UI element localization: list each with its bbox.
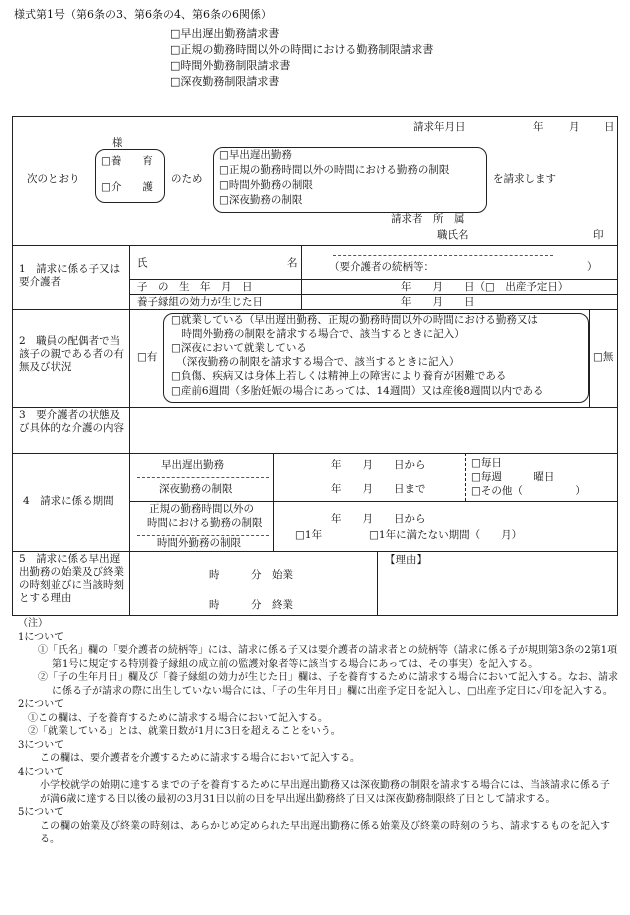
note-line: 2について [18, 699, 65, 710]
note-line: 3について [18, 739, 65, 751]
name-left: 氏 [137, 257, 148, 269]
title-option[interactable]: □早出遅出勤務請求書 [170, 27, 280, 40]
start-time[interactable]: 時 分 始業 [209, 569, 293, 581]
spouse-item[interactable]: □負傷、疾病又は身体上若しくは精神上の障害により養育が困難である [171, 370, 507, 382]
request-date-label: 請求年月日 [413, 121, 466, 133]
note-line: 4について [18, 766, 65, 778]
care-option-kaigo[interactable]: □介 護 [101, 181, 153, 193]
requester-office-label: 請求者 所 属 [391, 213, 465, 225]
tame-label: のため [171, 173, 203, 185]
form-number: 様式第1号（第6条の3、第6条の4、第6条の6関係） [14, 8, 272, 21]
period-less-year[interactable]: □1年に満たない期間（ 月） [369, 529, 523, 541]
note-line: ②「就業している」とは、就業日数が1月に3日を超えることをいう。 [28, 726, 341, 737]
spouse-item[interactable]: □就業している（早出遅出勤務、正規の勤務時間以外の時間における勤務又は [171, 314, 538, 326]
request-option[interactable]: □深夜勤務の制限 [219, 194, 303, 206]
name-right: 名 [287, 257, 298, 269]
spouse-no[interactable]: □無 [593, 351, 614, 363]
note-line: 1について [18, 631, 65, 643]
spouse-yes[interactable]: □有 [137, 351, 158, 363]
request-option[interactable]: □早出遅出勤務 [219, 149, 292, 161]
tsugi-label: 次のとおり [27, 173, 80, 185]
requester-name-label: 職氏名 [437, 229, 469, 241]
freq-daily[interactable]: □毎日 [471, 457, 502, 469]
period-row-d: 時間外勤務の制限 [157, 537, 241, 549]
title-option[interactable]: □正規の勤務時間以外の時間における勤務制限請求書 [170, 43, 434, 56]
end-time[interactable]: 時 分 終業 [209, 599, 293, 611]
period-until[interactable]: 年 月 日まで [331, 483, 426, 495]
adopt-label: 養子縁組の効力が生じた日 [137, 296, 263, 308]
date-day: 日 [604, 121, 615, 133]
request-option[interactable]: □正規の勤務時間以外の時間における勤務の制限 [219, 164, 450, 176]
period-from[interactable]: 年 月 日から [331, 459, 426, 471]
section5-label: 5 請求に係る早出遅出勤務の始業及び終業の時刻並びに当該時刻とする理由 [19, 553, 124, 605]
period-row-b: 深夜勤務の制限 [159, 483, 233, 495]
period-row-c1: 正規の勤務時間以外の [149, 503, 254, 515]
note-line: ②「子の生年月日」欄及び「養子縁組の効力が生じた日」欄は、子を養育するために請求する場合において記入する。なお、請求に係る子が請求の際に出生していない場合には、「子の生年月日」欄に出産予定日を記入し、□出産予定日に✓印を記入する。 [38, 672, 618, 697]
section4-label: 4 請求に係る期間 [23, 495, 114, 507]
date-year: 年 [533, 121, 544, 133]
note-line: ①「氏名」欄の「要介護者の続柄等」には、請求に係る子又は要介護者の請求者との続柄等（請求に係る子が規則第3条の2第1項第1号に規定する特別養子縁組の成立前の監護対象者等に該当する場合にあっては、その事実）を記入する。 [38, 645, 618, 670]
request-option[interactable]: □時間外勤務の制限 [219, 179, 313, 191]
birth-value[interactable]: 年 月 日（□ 出産予定日） [401, 281, 569, 293]
period-row-c2: 時間における勤務の制限 [147, 517, 263, 529]
spouse-item[interactable]: □深夜において就業している [171, 342, 307, 354]
date-month: 月 [569, 121, 580, 133]
title-option[interactable]: □深夜勤務制限請求書 [170, 75, 280, 88]
note-line: ①この欄は、子を養育するために請求する場合において記入する。 [28, 712, 328, 724]
title-options [170, 26, 433, 90]
section2-label: 2 職員の配偶者で当該子の親である者の有無及び状況 [19, 335, 124, 374]
freq-weekly[interactable]: □毎週 曜日 [471, 471, 555, 483]
note-line: この欄は、要介護者を介護するために請求する場合において記入する。 [40, 753, 360, 764]
freq-other[interactable]: □その他（ ） [471, 485, 586, 497]
seal-label: 印 [593, 229, 604, 241]
section1-label: 1 請求に係る子又は要介護者 [19, 263, 121, 289]
period-from2[interactable]: 年 月 日から [331, 513, 426, 525]
spouse-item: 時間外勤務の制限を請求する場合で、該当するときに記入） [171, 328, 465, 340]
form-table [12, 116, 618, 616]
note-line: 5について [18, 807, 65, 818]
spouse-item[interactable]: □産前6週間（多胎妊娠の場合にあっては、14週間）又は産後8週間以内である [171, 385, 544, 397]
seikyu-label: を請求します [493, 173, 556, 185]
relation-close: ） [587, 261, 598, 273]
note-line: この欄の始業及び終業の時刻は、あらかじめ定められた早出遅出勤務に係る始業及び終業の時刻のうち、請求するものを記入する。 [40, 820, 610, 845]
title-option[interactable]: □時間外勤務制限請求書 [170, 59, 291, 72]
sama-label: 様 [112, 137, 123, 149]
birth-label: 子 の 生 年 月 日 [137, 281, 253, 293]
period-row-a: 早出遅出勤務 [161, 459, 224, 471]
note-line: （注） [18, 618, 48, 629]
reason-label: 【理由】 [385, 554, 427, 566]
notes [18, 617, 618, 847]
period-one-year[interactable]: □1年 [295, 529, 323, 541]
relation-label[interactable]: （要介護者の続柄等： [329, 261, 434, 273]
spouse-item: （深夜勤務の制限を請求する場合で、該当するときに記入） [171, 356, 460, 368]
note-line: 小学校就学の始期に達するまでの子を養育するために早出遅出勤務又は深夜勤務の制限を請求する場合には、当該請求に係る子が満6歳に達する日以後の最初の3月31日以前の日を早出遅出勤務終了日又は深夜勤務制限終了日として請求する。 [40, 780, 610, 805]
care-option-yoiku[interactable]: □養 育 [101, 155, 153, 167]
section3-label: 3 要介護者の状態及び具体的な介護の内容 [19, 409, 124, 435]
adopt-value[interactable]: 年 月 日 [401, 296, 475, 308]
